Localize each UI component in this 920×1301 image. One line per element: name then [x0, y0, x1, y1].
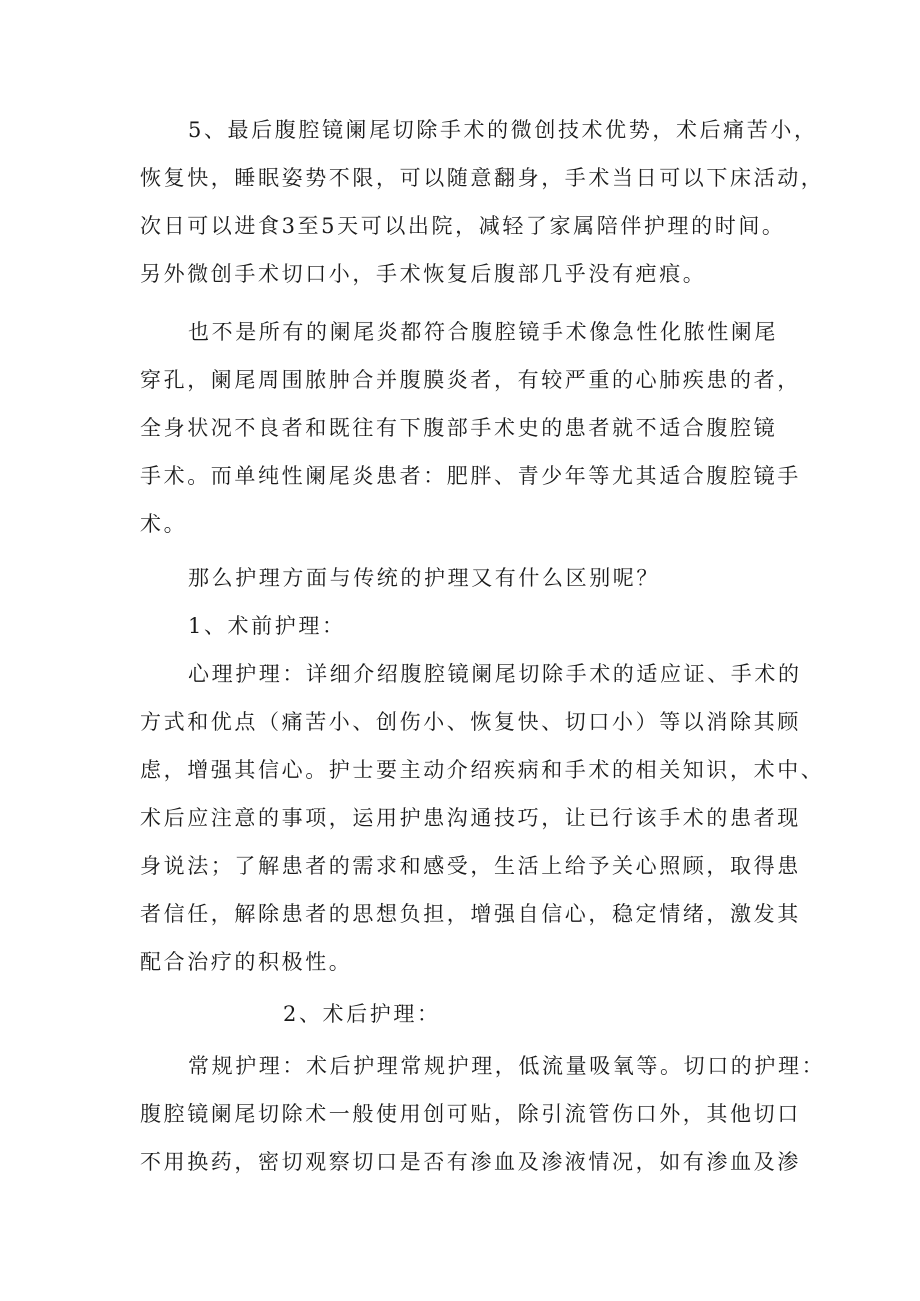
paragraph-3-line-2: 方式和优点（痛苦小、创伤小、恢复快、切口小）等以消除其顾 [140, 710, 801, 734]
section-heading-preop: 1、术前护理： [188, 614, 346, 638]
paragraph-3-line-4: 术后应注意的事项，运用护患沟通技巧，让已行该手术的患者现 [140, 806, 801, 830]
paragraph-3-line-5: 身说法；了解患者的需求和感受，生活上给予关心照顾，取得患 [140, 854, 801, 878]
paragraph-3-line-1: 心理护理：详细介绍腹腔镜阑尾切除手术的适应证、手术的 [188, 662, 802, 686]
paragraph-2-line-2: 穿孔，阑尾周围脓肿合并腹膜炎者，有较严重的心肺疾患的者， [140, 368, 801, 392]
paragraph-3-line-6: 者信任，解除患者的思想负担，增强自信心，稳定情绪，激发其 [140, 902, 801, 926]
paragraph-2-line-3: 全身状况不良者和既往有下腹部手术史的患者就不适合腹腔镜 [140, 416, 778, 440]
paragraph-2-line-1: 也不是所有的阑尾炎都符合腹腔镜手术像急性化脓性阑尾 [188, 320, 778, 344]
paragraph-2-line-4: 手术。而单纯性阑尾炎患者：肥胖、青少年等尤其适合腹腔镜手 [140, 464, 801, 488]
section-question: 那么护理方面与传统的护理又有什么区别呢？ [188, 566, 660, 590]
paragraph-1-line-4: 另外微创手术切口小，手术恢复后腹部几乎没有疤痕。 [140, 262, 707, 286]
paragraph-3-line-7: 配合治疗的积极性。 [140, 950, 353, 974]
paragraph-3-line-3: 虑，增强其信心。护士要主动介绍疾病和手术的相关知识，术中、 [140, 758, 825, 782]
paragraph-1-line-3: 次日可以进食3至5天可以出院，减轻了家属陪伴护理的时间。 [140, 214, 786, 238]
paragraph-4-line-1: 常规护理：术后护理常规护理，低流量吸氧等。切口的护理： [188, 1054, 826, 1078]
paragraph-2-line-5: 术。 [140, 512, 188, 536]
section-heading-postop: 2、术后护理： [283, 1002, 441, 1026]
paragraph-4-line-2: 腹腔镜阑尾切除术一般使用创可贴，除引流管伤口外，其他切口 [140, 1102, 801, 1126]
paragraph-4-line-3: 不用换药，密切观察切口是否有渗血及渗液情况，如有渗血及渗 [140, 1150, 801, 1174]
paragraph-1-line-1: 5、最后腹腔镜阑尾切除手术的微创技术优势，术后痛苦小， [188, 118, 818, 142]
paragraph-1-line-2: 恢复快，睡眠姿势不限，可以随意翻身，手术当日可以下床活动， [140, 166, 825, 190]
